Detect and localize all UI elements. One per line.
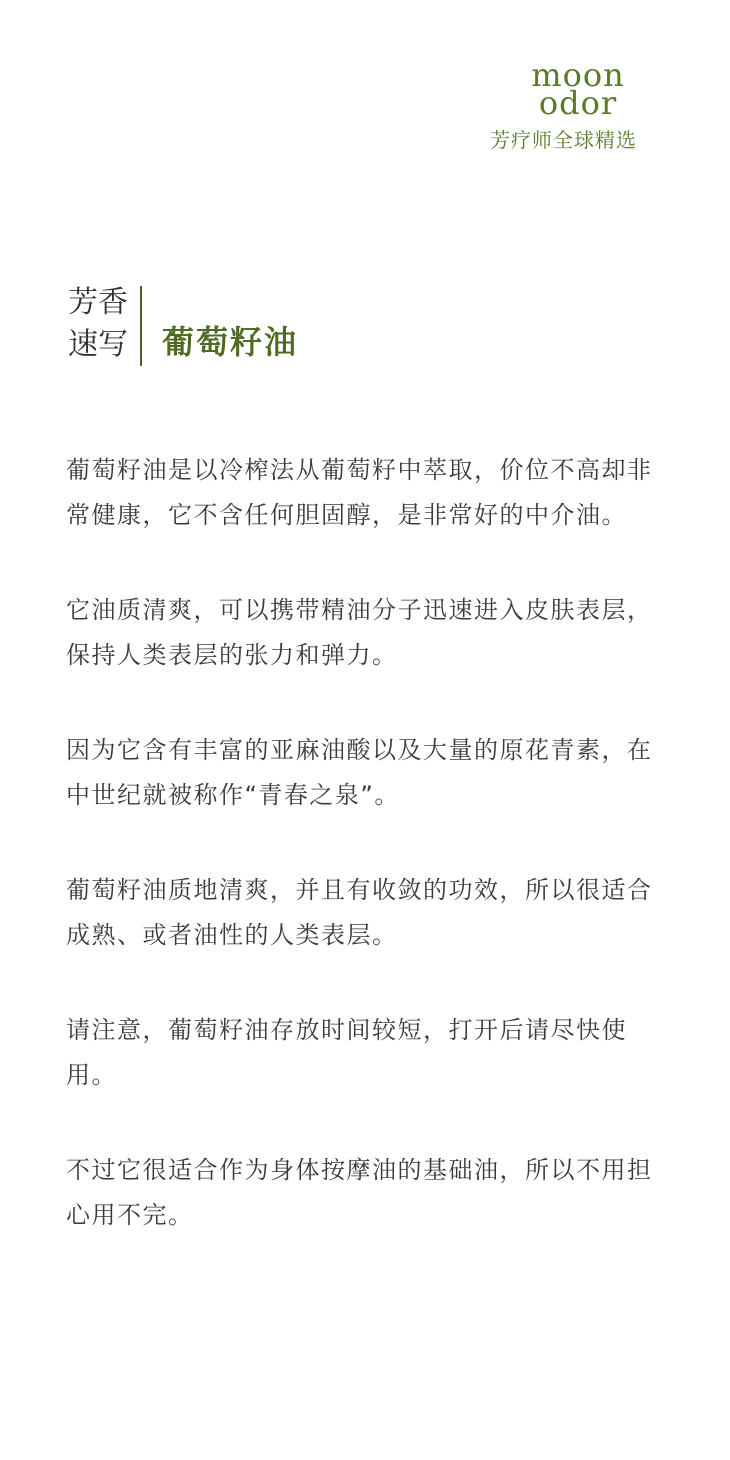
stamp-char: 写: [98, 327, 128, 362]
paragraph: 不过它很适合作为身体按摩油的基础油，所以不用担心用不完。: [66, 1156, 653, 1229]
logo-line-2: odor: [538, 84, 618, 120]
moon-odor-logo: [508, 60, 648, 120]
header-divider: [140, 286, 142, 366]
paragraph: 它油质清爽，可以携带精油分子迅速进入皮肤表层，保持人类表层的张力和弹力。: [66, 596, 653, 669]
stamp-char: 香: [98, 285, 128, 320]
section-stamp: [68, 282, 128, 366]
paragraph: 因为它含有丰富的亚麻油酸以及大量的原花青素，在中世纪就被称作“青春之泉”。: [66, 736, 653, 809]
section-title: 葡萄籽油: [162, 323, 299, 361]
article-body: [66, 448, 666, 1288]
brand-tagline: 芳疗师全球精选: [490, 128, 637, 152]
paragraph: 葡萄籽油质地清爽，并且有收敛的功效，所以很适合成熟、或者油性的人类表层。: [66, 876, 653, 949]
paragraph: 葡萄籽油是以冷榨法从葡萄籽中萃取，价位不高却非常健康，它不含任何胆固醇，是非常好的中介油。: [66, 456, 653, 529]
paragraph: 请注意，葡萄籽油存放时间较短，打开后请尽快使用。: [66, 1016, 627, 1089]
stamp-char: 芳: [68, 285, 98, 320]
logo-line-1: moon: [531, 60, 625, 94]
stamp-char: 速: [68, 327, 98, 362]
